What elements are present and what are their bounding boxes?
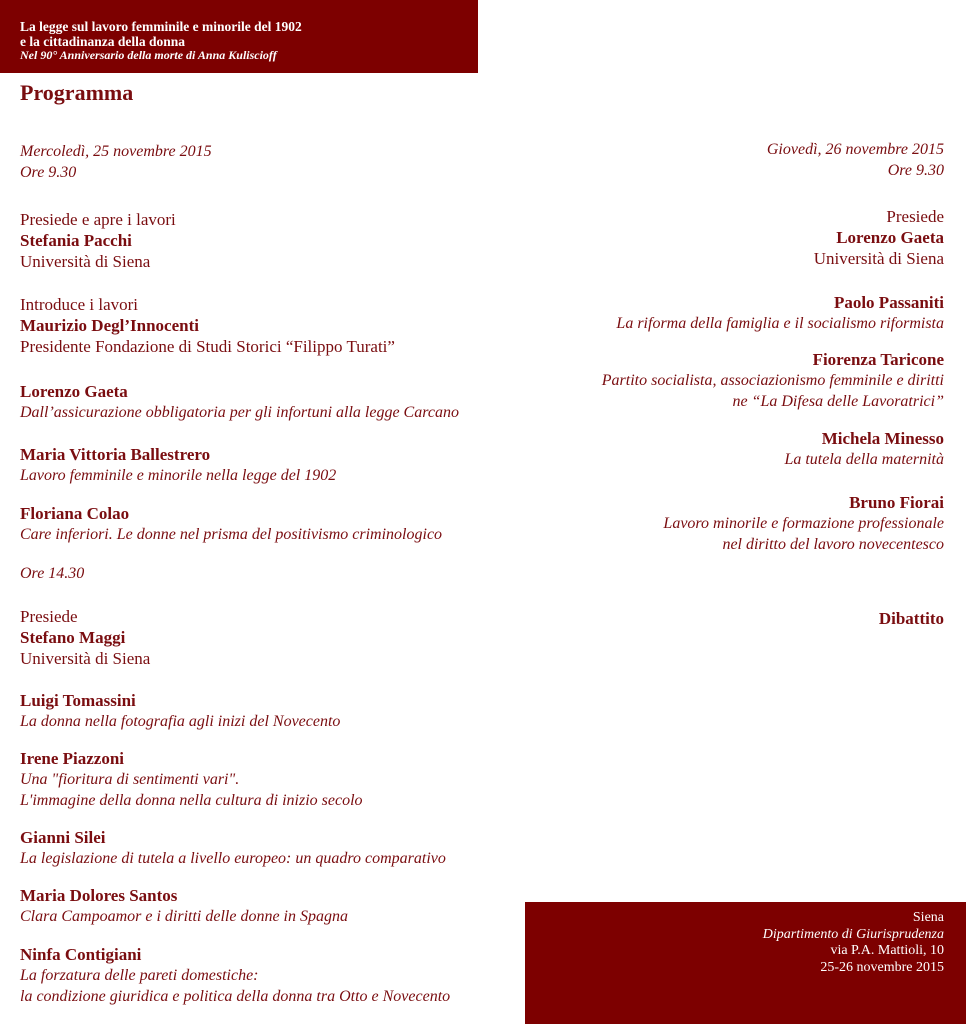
talk-title: Care inferiori. Le donne nel prisma del positivismo criminologico bbox=[20, 526, 443, 543]
talk-title: La riforma della famiglia e il socialismo riformista bbox=[616, 315, 944, 332]
talk-title-cont: la condizione giuridica e politica della donna tra Otto e Novecento bbox=[20, 988, 451, 1005]
venue-city: Siena bbox=[912, 910, 944, 925]
speaker-name: Floriana Colao bbox=[20, 504, 130, 523]
talk-item bbox=[20, 690, 340, 732]
afternoon-chair bbox=[20, 606, 150, 669]
speaker-name: Michela Minesso bbox=[821, 429, 944, 448]
chair-role: Presiede e apre i lavori bbox=[20, 210, 176, 229]
talk-item bbox=[616, 292, 944, 334]
talk-title: La donna nella fotografia agli inizi del Novecento bbox=[20, 713, 341, 730]
talk-item bbox=[784, 428, 944, 470]
speaker-name: Irene Piazzoni bbox=[20, 749, 125, 768]
venue-dates: 25-26 novembre 2015 bbox=[820, 959, 944, 975]
closing-label: Dibattito bbox=[878, 609, 944, 628]
chair-role: Presiede bbox=[886, 207, 944, 226]
talk-item bbox=[20, 885, 348, 927]
talk-title-cont: L'immagine della donna nella cultura di inizio secolo bbox=[20, 792, 363, 809]
day2-chair bbox=[814, 206, 944, 269]
talk-item bbox=[20, 503, 442, 545]
chair-affiliation: Università di Siena bbox=[813, 249, 944, 268]
afternoon-time-block bbox=[20, 563, 84, 584]
page-title: Programma bbox=[20, 80, 134, 105]
day1-time: Ore 9.30 bbox=[20, 164, 77, 181]
day1-header bbox=[20, 141, 212, 183]
day1-intro bbox=[20, 294, 395, 357]
talk-item bbox=[20, 381, 459, 423]
day2-time: Ore 9.30 bbox=[887, 162, 944, 179]
header-title-line2: e la cittadinanza della donna bbox=[20, 34, 186, 49]
talk-title: La forzatura delle pareti domestiche: bbox=[20, 967, 259, 984]
day1-date: Mercoledì, 25 novembre 2015 bbox=[20, 143, 212, 160]
speaker-name: Maria Vittoria Ballestrero bbox=[20, 445, 211, 464]
day2-header bbox=[767, 139, 944, 181]
speaker-name: Fiorenza Taricone bbox=[812, 350, 944, 369]
talk-title: La tutela della maternità bbox=[784, 451, 944, 468]
talk-item bbox=[20, 444, 336, 486]
header-title-line1: La legge sul lavoro femminile e minorile del 1902 bbox=[20, 19, 302, 34]
talk-title-cont: ne “La Difesa delle Lavoratrici” bbox=[732, 393, 944, 410]
header-banner bbox=[0, 0, 478, 73]
speaker-name: Maria Dolores Santos bbox=[20, 886, 178, 905]
talk-item bbox=[20, 827, 446, 869]
intro-name: Maurizio Degl’Innocenti bbox=[20, 316, 199, 335]
intro-affiliation: Presidente Fondazione di Studi Storici “Filippo Turati” bbox=[20, 337, 395, 356]
talk-item bbox=[20, 944, 450, 1007]
header-subtitle: Nel 90° Anniversario della morte di Anna Kuliscioff bbox=[20, 48, 277, 62]
afternoon-time: Ore 14.30 bbox=[20, 565, 85, 582]
speaker-name: Lorenzo Gaeta bbox=[20, 382, 128, 401]
day1-chair bbox=[20, 209, 176, 272]
chair-name: Stefania Pacchi bbox=[20, 231, 132, 250]
talk-title: Lavoro minorile e formazione professionale bbox=[663, 515, 944, 532]
speaker-name: Gianni Silei bbox=[20, 828, 106, 847]
talk-title: Clara Campoamor e i diritti delle donne in Spagna bbox=[20, 908, 348, 925]
talk-item bbox=[20, 748, 363, 811]
chair-affiliation: Università di Siena bbox=[20, 252, 151, 271]
intro-role: Introduce i lavori bbox=[20, 295, 139, 314]
speaker-name: Luigi Tomassini bbox=[20, 691, 136, 710]
talk-title: Dall’assicurazione obbligatoria per gli infortuni alla legge Carcano bbox=[20, 404, 459, 421]
speaker-name: Bruno Fiorai bbox=[849, 493, 944, 512]
talk-item bbox=[663, 492, 944, 555]
talk-item bbox=[602, 349, 944, 412]
talk-title: Lavoro femminile e minorile nella legge del 1902 bbox=[20, 467, 337, 484]
chair-role: Presiede bbox=[20, 607, 78, 626]
talk-title-cont: nel diritto del lavoro novecentesco bbox=[722, 536, 944, 553]
speaker-name: Ninfa Contigiani bbox=[20, 945, 142, 964]
chair-name: Lorenzo Gaeta bbox=[836, 228, 944, 247]
chair-affiliation: Università di Siena bbox=[20, 649, 151, 668]
venue-box bbox=[525, 902, 966, 1024]
venue-department: Dipartimento di Giurisprudenza bbox=[762, 926, 944, 942]
talk-title: Una "fioritura di sentimenti vari". bbox=[20, 771, 240, 788]
talk-title: La legislazione di tutela a livello europeo: un quadro comparativo bbox=[20, 850, 446, 867]
closing-block bbox=[879, 608, 944, 629]
chair-name: Stefano Maggi bbox=[20, 628, 126, 647]
venue-address: via P.A. Mattioli, 10 bbox=[830, 943, 944, 958]
speaker-name: Paolo Passaniti bbox=[833, 293, 944, 312]
day2-date: Giovedì, 26 novembre 2015 bbox=[766, 141, 944, 158]
talk-title: Partito socialista, associazionismo femminile e diritti bbox=[601, 372, 944, 389]
